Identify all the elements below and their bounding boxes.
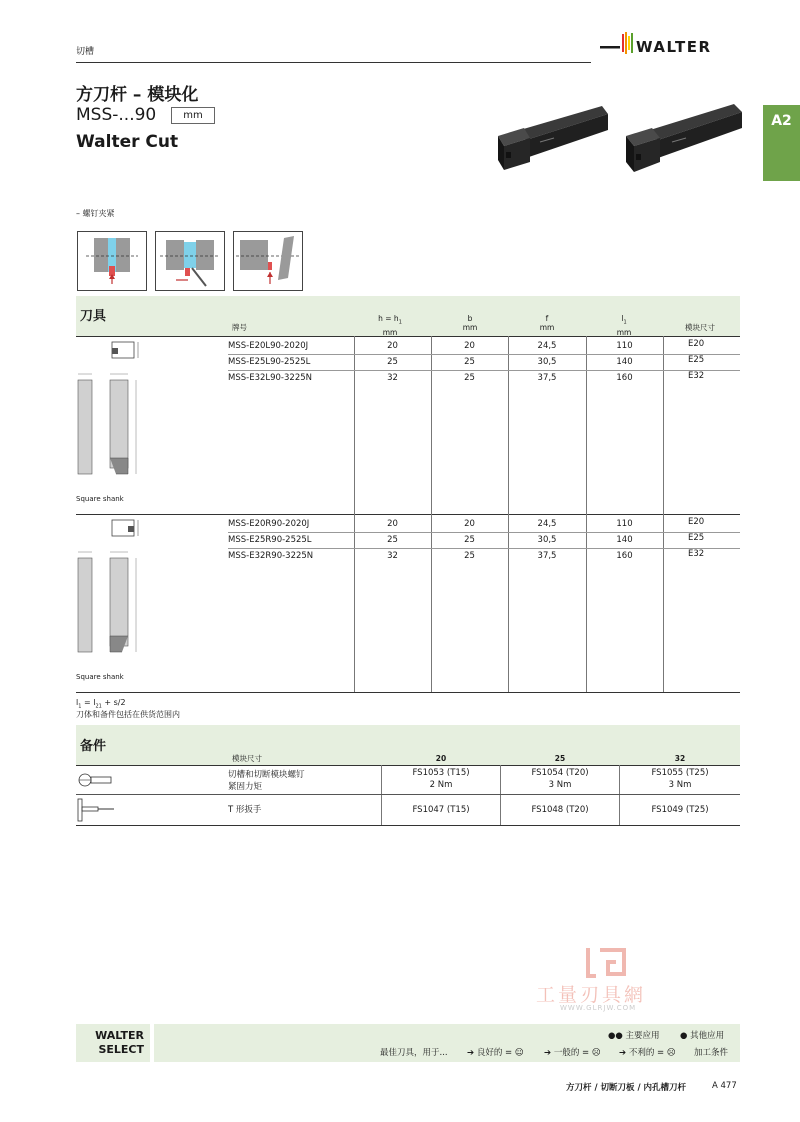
application-icon-parting: [155, 231, 225, 291]
module-sketch-right: [104, 516, 148, 542]
col-h: $h = h_1$ mm: [378, 314, 402, 337]
tools-bottom-rule: [76, 692, 740, 693]
table-row[interactable]: MSS-E32L90-3225N 32 25 37,5 160 E32: [228, 371, 705, 383]
section-tab[interactable]: A2: [763, 105, 800, 181]
clamp-note: – 螺钉夹紧: [76, 209, 115, 218]
rating-normal: ➔ 一般的 = ☹: [544, 1048, 601, 1058]
conditions-label: 加工条件: [694, 1048, 729, 1058]
tools-heading: 刀具: [80, 309, 107, 324]
col-b: b mm: [462, 314, 478, 332]
product-code: MSS-...90: [76, 105, 157, 125]
col-module-size: 模块尺寸: [232, 754, 262, 763]
col-module: 模块尺寸: [685, 323, 715, 332]
table-row[interactable]: MSS-E32R90-3225N 32 25 37,5 160 E32: [228, 549, 705, 561]
watermark-logo: [582, 944, 632, 980]
watermark-url: WWW.GLRJW.COM: [560, 1004, 637, 1012]
rating-good: ➔ 良好的 = ☺: [467, 1048, 524, 1058]
rating-bad: ➔ 不利的 = ☹: [619, 1048, 676, 1058]
legend-other-use: ● 其他应用: [680, 1031, 725, 1041]
footer-text: 方刀杆 / 切断刀板 / 内孔槽刀杆: [566, 1083, 687, 1093]
walter-logo: [600, 30, 740, 58]
application-icon-grooving: [77, 231, 147, 291]
col-size-32: 32: [674, 754, 686, 763]
col-l: $l_1$ mm: [616, 314, 632, 337]
table-row[interactable]: 切槽和切断模块螺钉 紧固力矩 FS1053 (T15) 2 Nm FS1054 (T20) 3 Nm FS1055 (T25) 3 Nm: [228, 768, 709, 792]
shank-label-right: Square shank: [76, 673, 124, 681]
section-label: 切槽: [76, 47, 95, 57]
application-icon-face: [233, 231, 303, 291]
table-row[interactable]: MSS-E25L90-2525L 25 25 30,5 140 E25: [228, 355, 705, 367]
shank-sketch-left: [76, 370, 146, 480]
select-label: WALTER SELECT: [95, 1029, 144, 1056]
length-formula: $l_1 = l_{21} + s/2$: [76, 698, 126, 710]
legend-main-use: ●● 主要应用: [608, 1031, 660, 1041]
header-rule: [76, 62, 591, 63]
shank-label-left: Square shank: [76, 495, 124, 503]
unit-badge: mm: [171, 107, 215, 124]
spares-heading: 备件: [80, 739, 107, 754]
delivery-note: 刀体和备件包括在供货范围内: [76, 710, 180, 719]
module-sketch-left: [104, 338, 148, 364]
table-row[interactable]: MSS-E25R90-2525L 25 25 30,5 140 E25: [228, 533, 705, 545]
page-number: A 477: [712, 1081, 737, 1091]
col-f: f mm: [539, 314, 555, 332]
col-designation: 牌号: [232, 323, 247, 332]
table-row[interactable]: T 形扳手 FS1047 (T15) FS1048 (T20) FS1049 (T25): [228, 805, 709, 815]
toolholder-image-right: [620, 100, 745, 180]
brand-text: WALTER: [636, 38, 712, 56]
page-title: 方刀杆 – 模块化: [76, 85, 199, 105]
col-size-20: 20: [435, 754, 447, 763]
row-rule: [76, 794, 740, 795]
t-wrench-icon: [76, 797, 116, 823]
col-size-25: 25: [554, 754, 566, 763]
watermark-text: 工量刃具網: [536, 984, 647, 1006]
screw-icon: [76, 769, 116, 791]
product-line: Walter Cut: [76, 132, 179, 152]
spares-bottom-rule: [76, 825, 740, 826]
table-row[interactable]: MSS-E20L90-2020J 20 20 24,5 110 E20: [228, 339, 705, 351]
shank-sketch-right: [76, 548, 146, 658]
toolholder-image-left: [490, 100, 610, 180]
best-for-label: 最佳刀具，用于...: [380, 1048, 448, 1058]
table-row[interactable]: MSS-E20R90-2020J 20 20 24,5 110 E20: [228, 517, 705, 529]
spares-header-rule: [76, 765, 740, 766]
